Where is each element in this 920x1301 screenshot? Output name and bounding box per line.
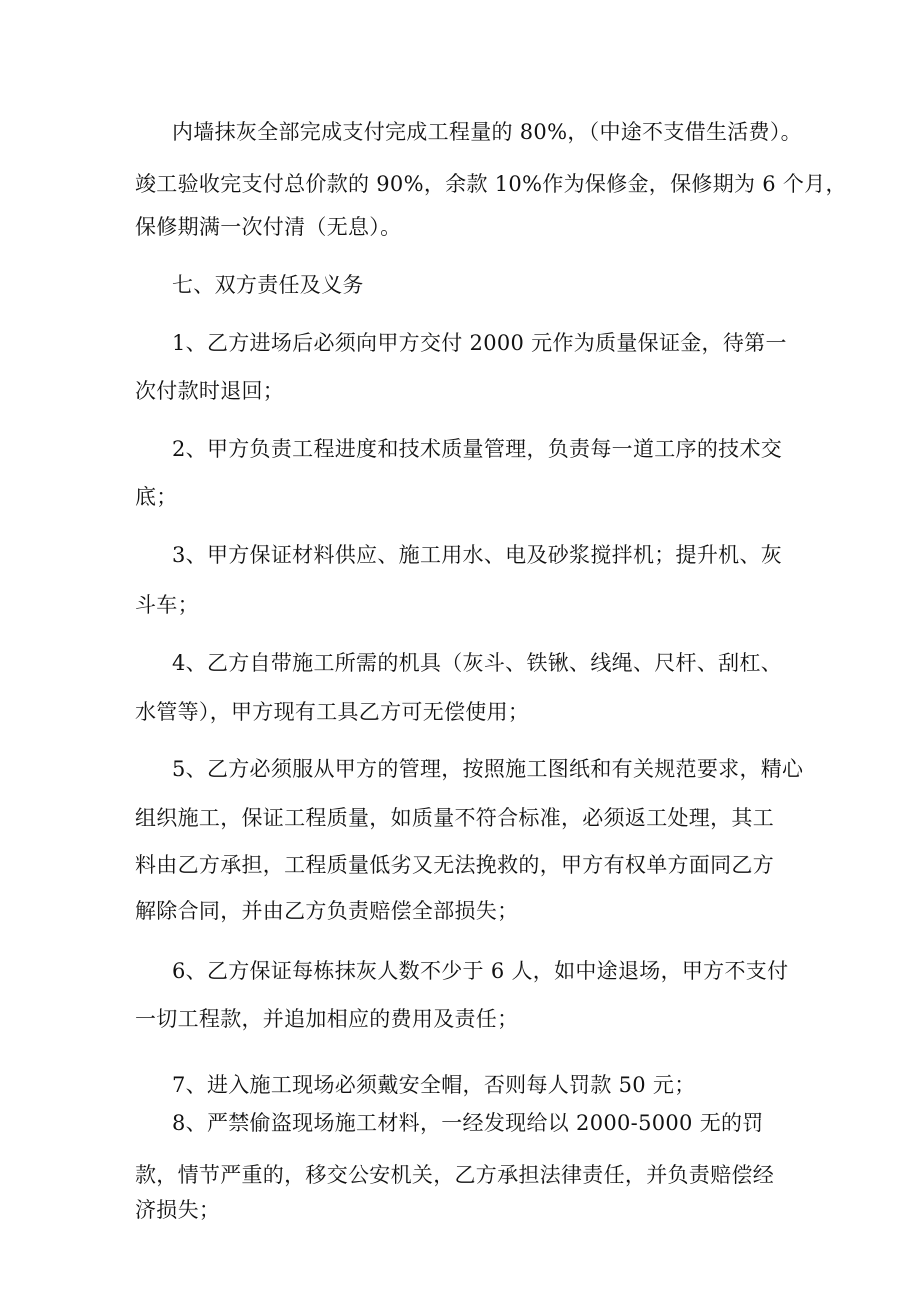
- text-line: 底；: [135, 485, 178, 509]
- text-line: 5、乙方必须服从甲方的管理，按照施工图纸和有关规范要求，精心: [172, 757, 804, 781]
- text-line: 3、甲方保证材料供应、施工用水、电及砂浆搅拌机；提升机、灰: [172, 543, 783, 567]
- text-line: 料由乙方承担，工程质量低劣又无法挽救的，甲方有权单方面同乙方: [135, 853, 774, 877]
- text-line: 组织施工，保证工程质量，如质量不符合标准，必须返工处理，其工: [135, 806, 774, 830]
- text-line: 次付款时退回；: [135, 379, 285, 403]
- text-line: 济损失；: [135, 1198, 221, 1222]
- text-line: 款，情节严重的，移交公安机关，乙方承担法律责任，并负责赔偿经: [135, 1163, 774, 1187]
- text-line: 斗车；: [135, 593, 199, 617]
- section-heading: 七、双方责任及义务: [172, 273, 364, 297]
- text-line: 一切工程款，并追加相应的费用及责任；: [135, 1007, 519, 1031]
- text-line: 6、乙方保证每栋抹灰人数不少于 6 人，如中途退场，甲方不支付: [172, 959, 789, 983]
- text-line: 4、乙方自带施工所需的机具（灰斗、铁锹、线绳、尺杆、刮杠、: [172, 651, 783, 675]
- text-line: 保修期满一次付清（无息）。: [135, 215, 402, 239]
- text-line: 水管等），甲方现有工具乙方可无偿使用；: [135, 700, 530, 724]
- text-line: 7、进入施工现场必须戴安全帽，否则每人罚款 50 元；: [172, 1073, 696, 1097]
- text-line: 1、乙方进场后必须向甲方交付 2000 元作为质量保证金，待第一: [172, 331, 787, 355]
- text-line: 解除合同，并由乙方负责赔偿全部损失；: [135, 899, 519, 923]
- text-line: 2、甲方负责工程进度和技术质量管理，负责每一道工序的技术交: [172, 437, 783, 461]
- text-line: 8、严禁偷盗现场施工材料，一经发现给以 2000-5000 无的罚: [172, 1111, 764, 1135]
- text-line: 竣工验收完支付总价款的 90%，余款 10%作为保修金，保修期为 6 个月，: [135, 172, 847, 196]
- text-line: 内墙抹灰全部完成支付完成工程量的 80%，（中途不支借生活费）。: [172, 120, 802, 144]
